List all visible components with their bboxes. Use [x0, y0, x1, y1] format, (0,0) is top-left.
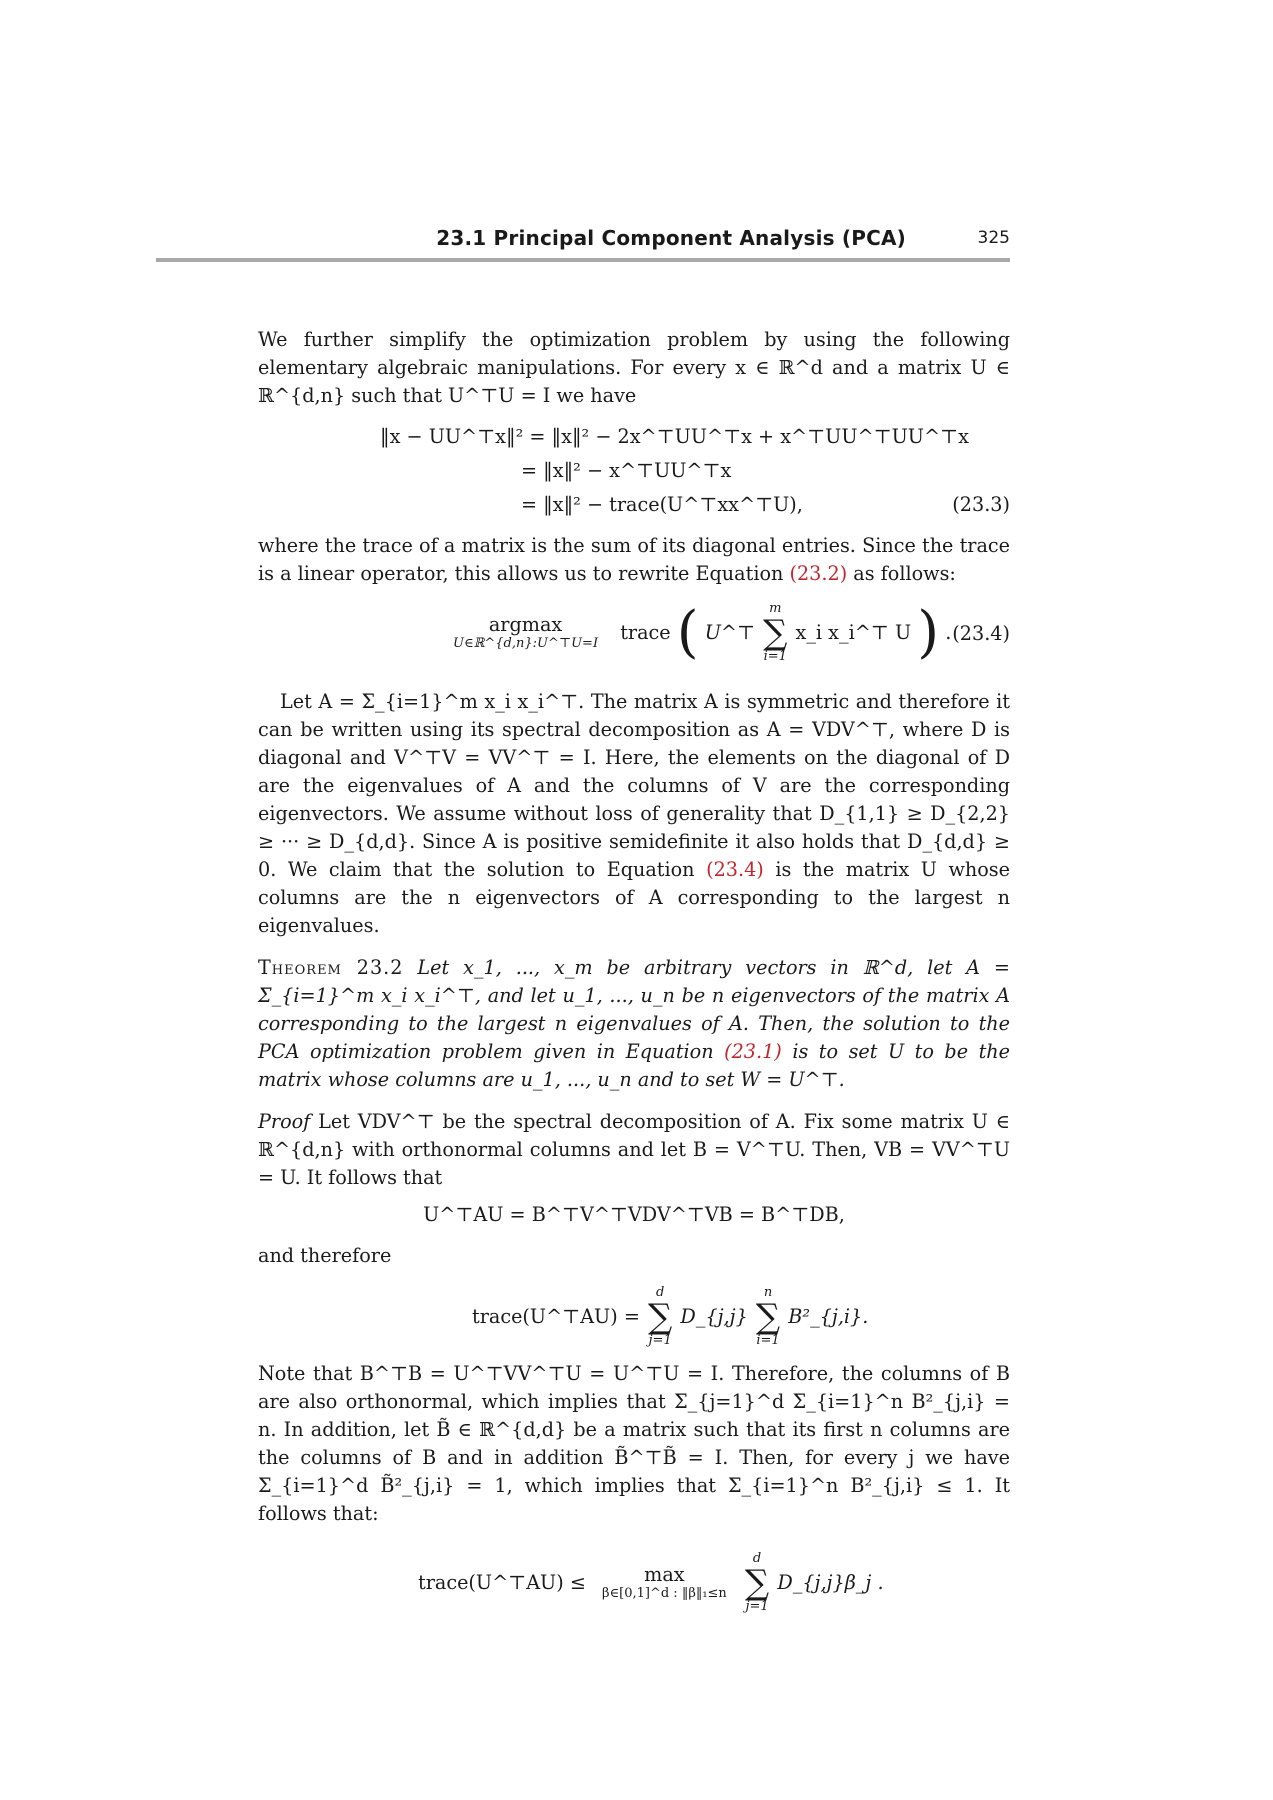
eq-23-4-label: (23.4) [952, 622, 1010, 645]
equation-23-3 [258, 420, 1010, 522]
and-therefore: and therefore [258, 1244, 392, 1267]
trace-operator: trace [620, 621, 671, 644]
proof-head: Proof [258, 1110, 311, 1133]
eq-23-1-link[interactable]: (23.1) [724, 1040, 782, 1063]
orthonormal-paragraph: Note that B^⊤B = U^⊤VV^⊤U = U^⊤U = I. Therefore, the columns of B are also orthonormal, which implies that Σ_{j=1}^d Σ_{i=1}^n B²_{j,i} = n. In addition, let B̃ ∈ ℝ^{d,d} be a matrix such that its first n columns are the columns of B and in addition B̃^⊤B̃ = I. Then, for every j we have Σ_{i=1}^d B̃²_{j,i} = 1, which implies that Σ_{i=1}^n B²_{j,i} ≤ 1. It follows that: [258, 1362, 1010, 1525]
theorem-head: Theorem 23.2 [258, 956, 404, 979]
eq-23-3-label: (23.3) [952, 493, 1010, 516]
summation-symbol-max: d ∑ j=1 [744, 1551, 770, 1614]
eq-23-4-link[interactable]: (23.4) [706, 858, 764, 881]
proof-equation-3: trace(U^⊤AU) ≤ max β∈[0,1]^d : ‖β‖₁≤n d ∑ j=1 D_{j,j}β_j . [418, 1551, 884, 1614]
header-rule [156, 258, 1010, 262]
page-number: 325 [977, 228, 1010, 248]
proof-paragraph: Proof Let VDV^⊤ be the spectral decomposition of A. Fix some matrix U ∈ ℝ^{d,n} with orthonormal columns and let B = V^⊤U. Then, VB = VV^⊤U = U. It follows that [258, 1110, 1010, 1189]
eq-23-2-link[interactable]: (23.2) [789, 562, 848, 585]
spectral-paragraph: Let A = Σ_{i=1}^m x_i x_i^⊤. The matrix A is symmetric and therefore it can be written using its spectral decomposition as A = VDV^⊤, where D is diagonal and V^⊤V = VV^⊤ = I. Here, the elements on the diagonal of D are the eigenvalues of A and the columns of V are the corresponding eigenvectors. We assume without loss of generality that D_{1,1} ≥ D_{2,2} ≥ ··· ≥ D_{d,d}. Since A is positive semidefinite it also holds that D_{d,d} ≥ 0. We claim that the solution to Equation (23.4) is the matrix U whose columns are the n eigenvectors of A corresponding to the largest n eigenvalues. [258, 690, 1010, 937]
summation-symbol-i: n ∑ i=1 [755, 1285, 781, 1348]
eq-23-3-line-1: ‖x − UU^⊤x‖² = ‖x‖² − 2x^⊤UU^⊤x + x^⊤UU^⊤UU^⊤x [380, 425, 969, 448]
summation-symbol-j: d ∑ j=1 [648, 1285, 673, 1348]
eq-23-4-inner-right: x_i x_i^⊤ U [795, 621, 912, 644]
max-operator: max β∈[0,1]^d : ‖β‖₁≤n [602, 1563, 727, 1601]
proof-equation-2: trace(U^⊤AU) = d ∑ j=1 D_{j,j} n ∑ i=1 B²_{j,i}. [472, 1285, 869, 1348]
page-body [258, 326, 1010, 1636]
eq-23-3-line-3: = ‖x‖² − trace(U^⊤xx^⊤U), [521, 493, 803, 516]
theorem-23-2: Theorem 23.2 Let x_1, ..., x_m be arbitrary vectors in ℝ^d, let A = Σ_{i=1}^m x_i x_i^⊤, and let u_1, ..., u_n be n eigenvectors of the matrix A corresponding to the largest n eigenvalues of A. Then, the solution to the PCA optimization problem given in Equation (23.1) is to set U to be the matrix whose columns are u_1, ..., u_n and to set W = U^⊤. [258, 956, 1011, 1091]
eq-23-3-line-2: = ‖x‖² − x^⊤UU^⊤x [521, 459, 732, 482]
running-header [156, 226, 1010, 254]
trace-paragraph: where the trace of a matrix is the sum of its diagonal entries. Since the trace is a linear operator, this allows us to rewrite Equation (23.2) as follows: [258, 534, 1010, 585]
eq-23-4-inner-left: U^⊤ [704, 621, 756, 644]
intro-paragraph: We further simplify the optimization problem by using the following elementary algebraic manipulations. For every x ∈ ℝ^d and a matrix U ∈ ℝ^{d,n} such that U^⊤U = I we have [258, 328, 1010, 407]
section-title: 23.1 Principal Component Analysis (PCA) [436, 226, 906, 250]
summation-symbol: m ∑ i=1 [763, 601, 788, 664]
argmax-operator: argmax U∈ℝ^{d,n}:U^⊤U=I [453, 613, 599, 651]
proof-equation-1: U^⊤AU = B^⊤V^⊤VDV^⊤VB = B^⊤DB, [423, 1203, 845, 1226]
equation-23-4: argmax U∈ℝ^{d,n}:U^⊤U=I trace ( U^⊤ m ∑ i=1 x_i x_i^⊤ U ) . (23.4) [453, 600, 1010, 665]
